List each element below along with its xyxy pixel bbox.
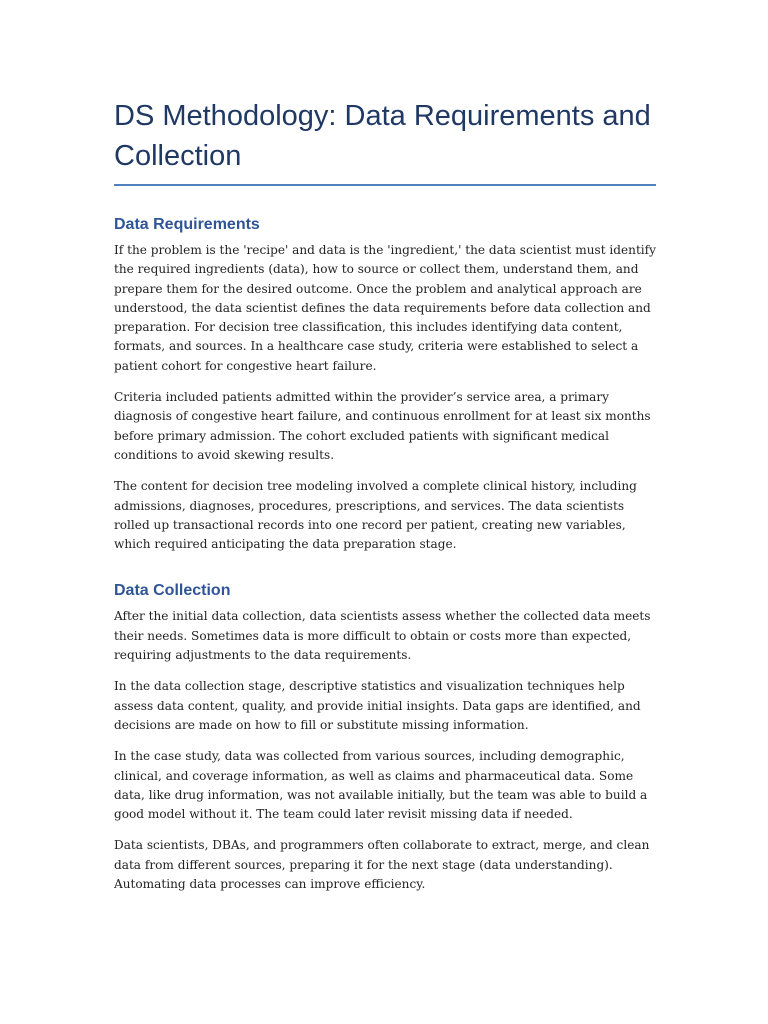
paragraph: After the initial data collection, data scientists assess whether the collected data meets their needs. Sometimes data is more difficult to obtain or costs more than expected, requiring adjustments to the data requirements.	[114, 609, 651, 663]
section-data-collection	[114, 580, 656, 894]
section-heading-data-collection: Data Collection	[114, 582, 231, 600]
paragraph: Data scientists, DBAs, and programmers often collaborate to extract, merge, and clean data from different sources, preparing it for the next stage (data understanding). Automating data processes can improve efficiency.	[114, 838, 650, 892]
section-heading-data-requirements: Data Requirements	[114, 216, 260, 233]
document-title: DS Methodology: Data Requirements and Collection	[114, 100, 651, 172]
document-page	[114, 96, 656, 906]
section-spacer	[114, 566, 656, 580]
section-data-requirements	[114, 214, 656, 554]
paragraph: The content for decision tree modeling involved a complete clinical history, including admissions, diagnoses, procedures, prescriptions, and services. The data scientists rolled up transactional records into one record per patient, creating new variables, which required anticipating the data preparation stage.	[114, 479, 637, 552]
title-underline	[114, 184, 656, 186]
paragraph: In the case study, data was collected from various sources, including demographic, clinical, and coverage information, as well as claims and pharmaceutical data. Some data, like drug information, was not available initially, but the team was able to build a good model without it. The team could later revisit missing data if needed.	[114, 749, 648, 822]
paragraph: In the data collection stage, descriptive statistics and visualization techniques help assess data content, quality, and provide initial insights. Data gaps are identified, and decisions are made on how to fill or substitute missing information.	[114, 679, 641, 732]
paragraph: If the problem is the 'recipe' and data is the 'ingredient,' the data scientist must identify the required ingredients (data), how to source or collect them, understand them, and prepare them for the desired outcome. Once the problem and analytical approach are understood, the data scientist defines the data requirements before data collection and preparation. For decision tree classification, this includes identifying data content, formats, and sources. In a healthcare case study, criteria were established to select a patient cohort for congestive heart failure.	[114, 243, 656, 373]
paragraph: Criteria included patients admitted within the provider’s service area, a primary diagnosis of congestive heart failure, and continuous enrollment for at least six months before primary admission. The cohort excluded patients with significant medical conditions to avoid skewing results.	[114, 390, 651, 462]
